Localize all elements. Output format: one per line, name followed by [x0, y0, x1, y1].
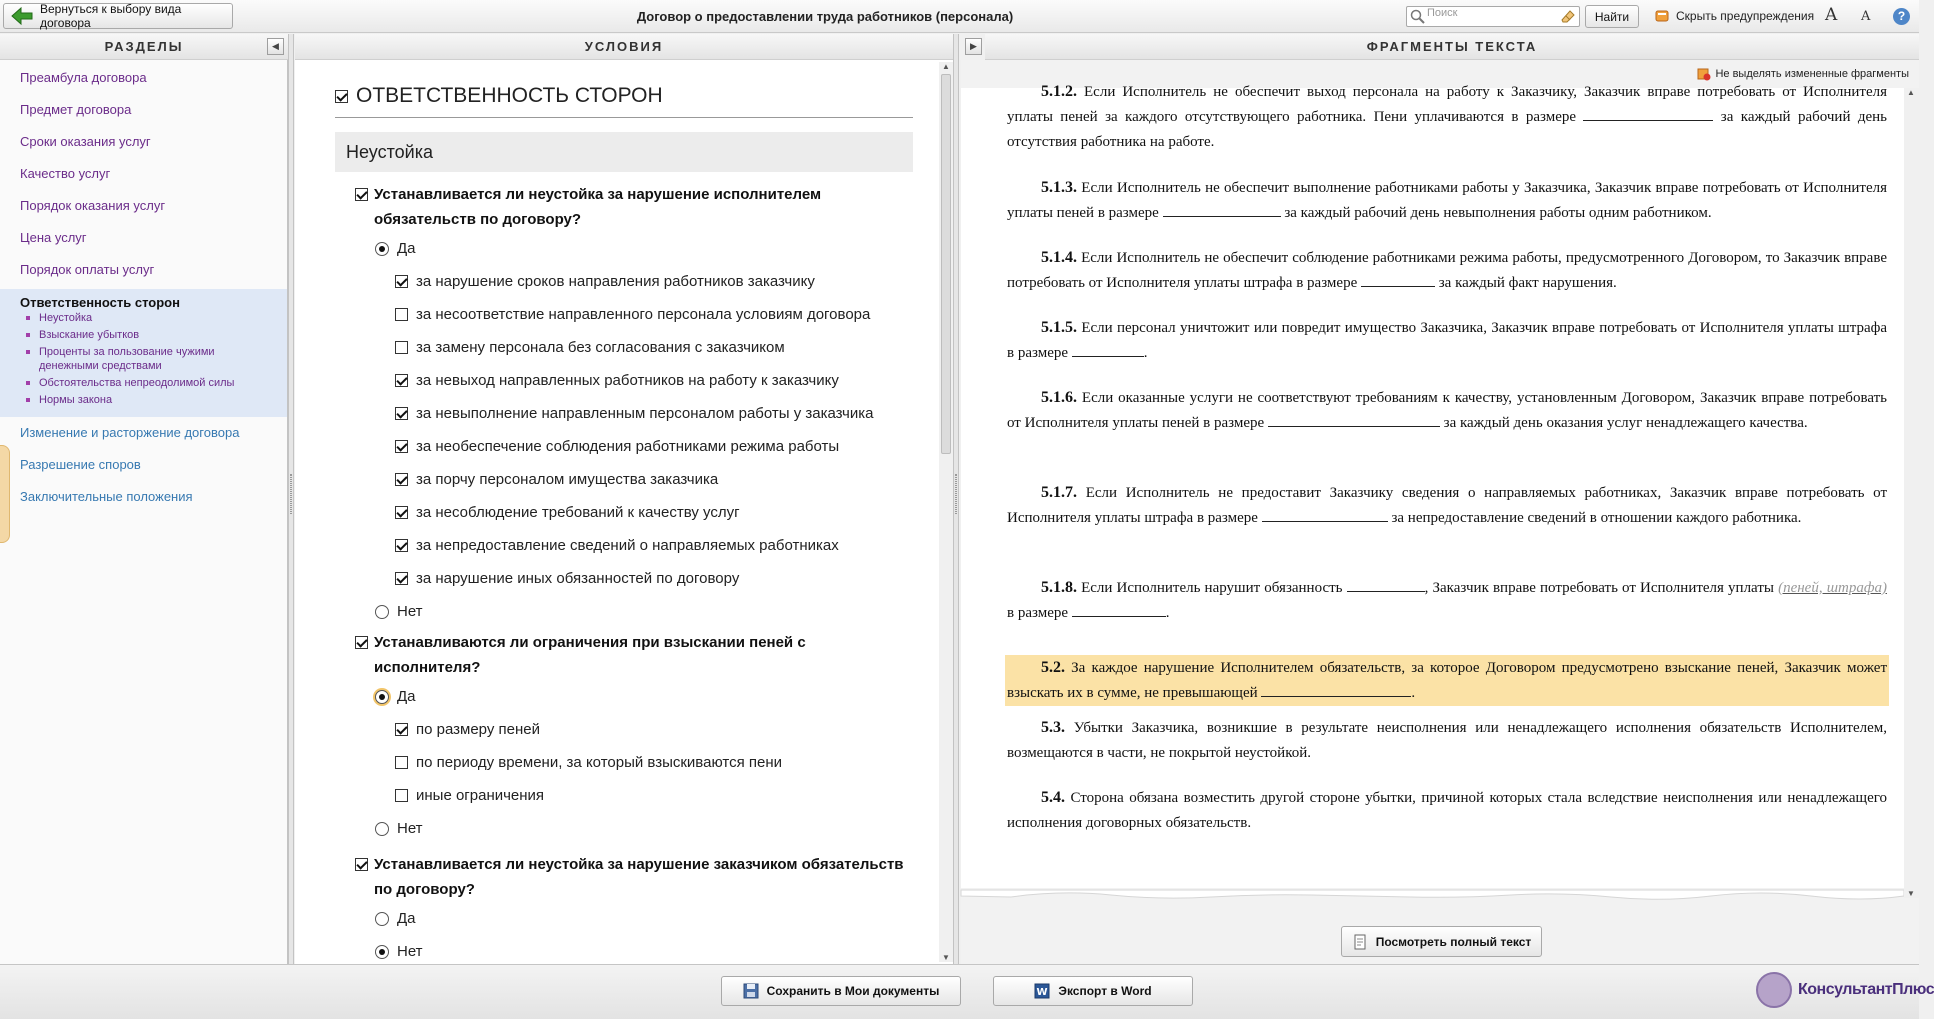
clause-number: 5.1.7. — [1041, 484, 1077, 501]
clause-text: за каждый факт нарушения. — [1438, 275, 1617, 291]
splitter-left[interactable] — [288, 34, 294, 964]
scroll-up-icon[interactable]: ▲ — [942, 62, 950, 71]
clause-text: За каждое нарушение Исполнителем обязательств, за которое Договором предусмотрено взыскание пеней, Заказчик может взыскать их в сумме, не превышающей — [1007, 660, 1887, 701]
sidebar-item-liability[interactable] — [0, 289, 287, 417]
option-checkbox-item[interactable] — [395, 438, 839, 455]
collapse-sidebar-icon[interactable]: ◀ — [267, 38, 284, 55]
no-highlight-label: Не выделять измененные фрагменты — [1715, 68, 1909, 80]
radio-button[interactable] — [375, 242, 389, 256]
fragments-scrollbar[interactable] — [1904, 88, 1919, 898]
question-text: Устанавливается ли неустойка за нарушение исполнителем обязательств по договору? — [374, 186, 822, 228]
view-full-text-label: Посмотреть полный текст — [1375, 934, 1532, 949]
sidebar-item-final[interactable]: Заключительные положения — [20, 489, 193, 504]
checkbox[interactable] — [395, 756, 408, 769]
option-checkbox-item[interactable] — [395, 570, 739, 587]
question-text: Устанавливаются ли ограничения при взыскании пеней с исполнителя? — [374, 634, 806, 676]
sidebar-subitem-law[interactable]: Нормы закона — [26, 393, 246, 407]
option-label: за нарушение иных обязанностей по договору — [416, 570, 740, 587]
clause-text: Если оказанные услуги не соответствуют требованиям к качеству, установленным Договором, Заказчик вправе потребовать от Исполнителя уплаты пеней в размере — [1007, 390, 1887, 431]
clause-text: Убытки Заказчика, возникшие в результате неисполнения или ненадлежащего исполнения обязательств Исполнителем, возмещаются в части, не покрытой неустойкой. — [1007, 720, 1887, 761]
font-decrease-icon[interactable]: A — [1861, 9, 1871, 24]
sidebar-item-price[interactable]: Цена услуг — [20, 230, 87, 245]
option-label: за непредоставление сведений о направляемых работниках — [416, 537, 839, 554]
clause-text: . — [1143, 345, 1148, 361]
word-label: Экспорт в Word — [1058, 984, 1152, 998]
export-to-word-button[interactable] — [993, 976, 1193, 1006]
top-toolbar — [0, 0, 1919, 33]
clause-5-2 — [1005, 655, 1889, 706]
option-checkbox-item[interactable] — [395, 787, 544, 804]
save-icon — [743, 983, 759, 999]
fill-blank[interactable] — [1262, 508, 1388, 522]
clause-text: за каждый день оказания услуг ненадлежащего качества. — [1443, 415, 1808, 431]
checkbox[interactable] — [395, 506, 408, 519]
clause-number: 5.1.8. — [1041, 579, 1077, 596]
clause-text: за каждый рабочий день невыполнения работы одним работником. — [1284, 205, 1712, 221]
hide-warnings-label: Скрыть предупреждения — [1676, 9, 1815, 23]
sections-header: РАЗДЕЛЫ — [0, 34, 288, 60]
sidebar-item-payment[interactable]: Порядок оплаты услуг — [20, 262, 155, 277]
section-title — [335, 84, 663, 108]
radio-label: Нет — [397, 943, 423, 960]
splitter-grip — [955, 474, 957, 514]
option-checkbox-item[interactable] — [395, 306, 870, 323]
option-checkbox-item[interactable] — [395, 504, 740, 521]
hide-warnings-button[interactable] — [1654, 8, 1814, 24]
logo-text: КонсультантПлюс — [1798, 981, 1934, 998]
bottom-toolbar — [0, 964, 1934, 1019]
sidebar-item-procedure[interactable]: Порядок оказания услуг — [20, 198, 166, 213]
option-checkbox-item[interactable] — [395, 372, 839, 389]
sidebar-item-terms[interactable]: Сроки оказания услуг — [20, 134, 151, 149]
scroll-up-icon[interactable]: ▲ — [1907, 88, 1915, 97]
clause-number: 5.1.4. — [1041, 249, 1077, 266]
question-checkbox[interactable] — [355, 636, 368, 649]
back-to-contract-type-button[interactable] — [3, 3, 233, 29]
option-label: за невыполнение направленным персоналом работы у заказчика — [416, 405, 874, 422]
checkbox[interactable] — [395, 374, 408, 387]
clause-text: за каждый рабочий день отсутствия работника на работе. — [1007, 109, 1888, 150]
font-increase-icon[interactable]: A — [1825, 5, 1838, 25]
checkbox[interactable] — [395, 473, 408, 486]
sidebar-pull-tab[interactable] — [0, 445, 10, 543]
clause-text: Если персонал уничтожит или повредит имущество Заказчика, Заказчик вправе потребовать от Исполнителя уплаты штрафа в размере — [1007, 320, 1888, 361]
clause-number: 5.3. — [1041, 719, 1065, 736]
question-executor-penalty — [355, 182, 915, 232]
checkbox[interactable] — [395, 407, 408, 420]
clause-5-1-5 — [1007, 315, 1887, 366]
subsection-title: Неустойка — [335, 132, 913, 172]
option-checkbox-item[interactable] — [395, 537, 839, 554]
section-divider — [335, 117, 913, 118]
conditions-scrollbar[interactable] — [939, 62, 953, 962]
radio-button[interactable] — [375, 690, 389, 704]
clause-text: в размере — [1007, 605, 1069, 621]
fill-blank[interactable] — [1347, 578, 1425, 592]
help-icon[interactable]: ? — [1893, 8, 1910, 25]
option-label: за несоблюдение требований к качеству услуг — [416, 504, 740, 521]
radio-q1-yes[interactable] — [375, 240, 416, 257]
option-label: за необеспечение соблюдения работниками режима работы — [416, 438, 840, 455]
sidebar-item-preamble[interactable]: Преамбула договора — [20, 70, 147, 85]
scroll-thumb[interactable] — [941, 74, 951, 454]
clause-text: Если Исполнитель нарушит обязанность — [1081, 580, 1343, 596]
option-label: за замену персонала без согласования с заказчиком — [416, 339, 785, 356]
clause-text: Сторона обязана возместить другой стороне убытки, причиной которых стала вследствие неисполнения или ненадлежащего исполнения договорных обязательств. — [1007, 790, 1888, 831]
clause-text: за непредоставление сведений в отношении каждого работника. — [1391, 510, 1802, 526]
conditions-panel — [295, 60, 953, 964]
clause-5-1-4 — [1007, 245, 1887, 296]
clause-number: 5.1.2. — [1041, 83, 1077, 100]
clause-text: Если Исполнитель не предоставит Заказчику сведения о направляемых работниках, Заказчик вправе потребовать от Исполнителя уплаты штрафа в размере — [1007, 485, 1888, 526]
fill-blank[interactable] — [1072, 343, 1144, 357]
radio-label: Нет — [397, 603, 423, 620]
clause-text: . — [1411, 685, 1416, 701]
back-button-label: Вернуться к выбору вида договора — [40, 2, 182, 30]
sidebar-item-quality[interactable]: Качество услуг — [20, 166, 111, 181]
splitter-grip — [290, 474, 292, 514]
option-checkbox-item[interactable] — [395, 339, 785, 356]
clause-number: 5.1.3. — [1041, 179, 1077, 196]
clause-5-4 — [1007, 785, 1887, 836]
radio-label: Да — [397, 910, 416, 927]
option-label: за несоответствие направленного персонала условиям договора — [416, 306, 871, 323]
question-customer-penalty — [355, 852, 915, 902]
option-label: за невыход направленных работников на работу к заказчику — [416, 372, 839, 389]
logo-emblem-icon — [1756, 972, 1792, 1008]
splitter-right[interactable] — [953, 34, 959, 964]
clause-number: 5.1.6. — [1041, 389, 1077, 406]
option-checkbox-item[interactable] — [395, 754, 782, 771]
option-label: за порчу персоналом имущества заказчика — [416, 471, 719, 488]
clause-5-1-8 — [1007, 575, 1887, 626]
radio-button[interactable] — [375, 945, 389, 959]
radio-q1-no[interactable] — [375, 603, 423, 620]
find-button[interactable]: Найти — [1585, 5, 1639, 28]
clause-5-1-3 — [1007, 175, 1887, 226]
fill-blank[interactable] — [1261, 683, 1411, 697]
radio-q2-yes[interactable] — [375, 688, 416, 705]
option-checkbox-item[interactable] — [395, 273, 815, 290]
window-title: Договор о предоставлении труда работников (персонала) — [636, 9, 1014, 24]
clause-5-1-7 — [1007, 480, 1887, 531]
option-checkbox-item[interactable] — [395, 471, 718, 488]
checkbox[interactable] — [395, 341, 408, 354]
penalty-type-placeholder[interactable]: (пеней, штрафа) — [1778, 580, 1887, 596]
question-penalty-limits — [355, 630, 915, 680]
page-torn-edge — [961, 890, 1904, 904]
option-label: иные ограничения — [416, 787, 545, 804]
fill-blank[interactable] — [1361, 273, 1435, 287]
checkbox[interactable] — [395, 789, 408, 802]
sidebar-item-disputes[interactable]: Разрешение споров — [20, 457, 141, 472]
clause-text: Если Исполнитель не обеспечит соблюдение работниками режима работы, предусмотренного Договором, то Заказчик вправе потребовать от Исполнителя уплаты штрафа в размере — [1007, 250, 1887, 291]
sidebar-subitem-damages[interactable]: Взыскание убытков — [26, 328, 246, 342]
sidebar-subitem-interest[interactable]: Проценты за пользование чужими денежными средствами — [26, 345, 246, 373]
document-icon — [1352, 934, 1368, 950]
option-label: по размеру пеней — [416, 721, 540, 738]
sidebar-item-subject[interactable]: Предмет договора — [20, 102, 132, 117]
radio-button[interactable] — [375, 605, 389, 619]
option-checkbox-item[interactable] — [395, 405, 874, 422]
option-label: за нарушение сроков направления работников заказчику — [416, 273, 815, 290]
consultant-plus-logo — [1756, 972, 1934, 1008]
save-to-my-documents-button[interactable] — [721, 976, 961, 1006]
clause-5-1-2 — [1007, 79, 1887, 155]
expand-fragments-icon[interactable]: ▶ — [965, 38, 982, 55]
checkbox[interactable] — [395, 539, 408, 552]
checkbox[interactable] — [395, 308, 408, 321]
section-title-text: ОТВЕТСТВЕННОСТЬ СТОРОН — [356, 84, 663, 107]
fill-blank[interactable] — [1268, 413, 1440, 427]
radio-q2-no[interactable] — [375, 820, 423, 837]
fill-blank[interactable] — [1163, 203, 1281, 217]
question-text: Устанавливается ли неустойка за нарушение заказчиком обязательств по договору? — [374, 856, 904, 898]
radio-button[interactable] — [375, 912, 389, 926]
word-icon — [1034, 983, 1050, 999]
clause-text: . — [1165, 605, 1170, 621]
clear-search-icon[interactable] — [1560, 8, 1576, 24]
sidebar-sublist — [26, 311, 246, 410]
save-label: Сохранить в Мои документы — [766, 984, 940, 998]
scroll-down-icon[interactable]: ▼ — [1907, 889, 1915, 898]
clause-text: Если Исполнитель не обеспечит выполнение работниками работы у Заказчика, Заказчик вправе потребовать от Исполнителя уплаты пеней в размере — [1007, 180, 1887, 221]
option-label: по периоду времени, за который взыскиваются пени — [416, 754, 782, 771]
clause-5-1-6 — [1007, 385, 1887, 436]
radio-q3-yes[interactable] — [375, 910, 416, 927]
sidebar-subitem-force-majeure[interactable]: Обстоятельства непреодолимой силы — [26, 376, 246, 390]
warning-icon — [1654, 8, 1670, 24]
sidebar-active-title: Ответственность сторон — [20, 295, 180, 310]
view-full-text-button[interactable] — [1341, 926, 1542, 957]
fragments-header: ФРАГМЕНТЫ ТЕКСТА — [985, 34, 1919, 60]
sections-sidebar — [0, 60, 288, 964]
sidebar-subitem-penalty[interactable]: Неустойка — [26, 311, 246, 325]
fragments-panel — [961, 60, 1919, 964]
search-icon — [1410, 9, 1425, 24]
clause-number: 5.4. — [1041, 789, 1065, 806]
question-checkbox[interactable] — [355, 858, 368, 871]
clause-5-3 — [1007, 715, 1887, 766]
sidebar-item-amendment[interactable]: Изменение и расторжение договора — [20, 425, 240, 440]
option-checkbox-item[interactable] — [395, 721, 540, 738]
clause-number: 5.1.5. — [1041, 319, 1077, 336]
question-checkbox[interactable] — [355, 188, 368, 201]
radio-q3-no[interactable] — [375, 943, 423, 960]
clause-text: Если Исполнитель не обеспечит выход персонала на работу к Заказчику, Заказчик вправе потребовать от Исполнителя уплаты пеней за каждого отсутствующего работника. Пени уплачиваются в размере — [1007, 84, 1888, 125]
clause-text: , Заказчик вправе потребовать от Исполнителя уплаты — [1424, 580, 1774, 596]
clause-number: 5.2. — [1041, 659, 1065, 676]
checkbox[interactable] — [395, 275, 408, 288]
checkbox[interactable] — [395, 723, 408, 736]
checkbox[interactable] — [395, 572, 408, 585]
document-fragment — [961, 83, 1904, 888]
conditions-header: УСЛОВИЯ — [295, 34, 953, 60]
radio-label: Да — [397, 688, 416, 705]
radio-label: Нет — [397, 820, 423, 837]
svg-text:W: W — [1036, 987, 1048, 998]
search-input[interactable]: Поиск — [1406, 6, 1580, 27]
radio-button[interactable] — [375, 822, 389, 836]
back-arrow-icon — [12, 8, 32, 24]
fill-blank[interactable] — [1072, 603, 1166, 617]
fill-blank[interactable] — [1583, 107, 1713, 121]
scroll-down-icon[interactable]: ▼ — [942, 953, 950, 962]
section-checkbox[interactable] — [335, 90, 348, 103]
checkbox[interactable] — [395, 440, 408, 453]
radio-label: Да — [397, 240, 416, 257]
